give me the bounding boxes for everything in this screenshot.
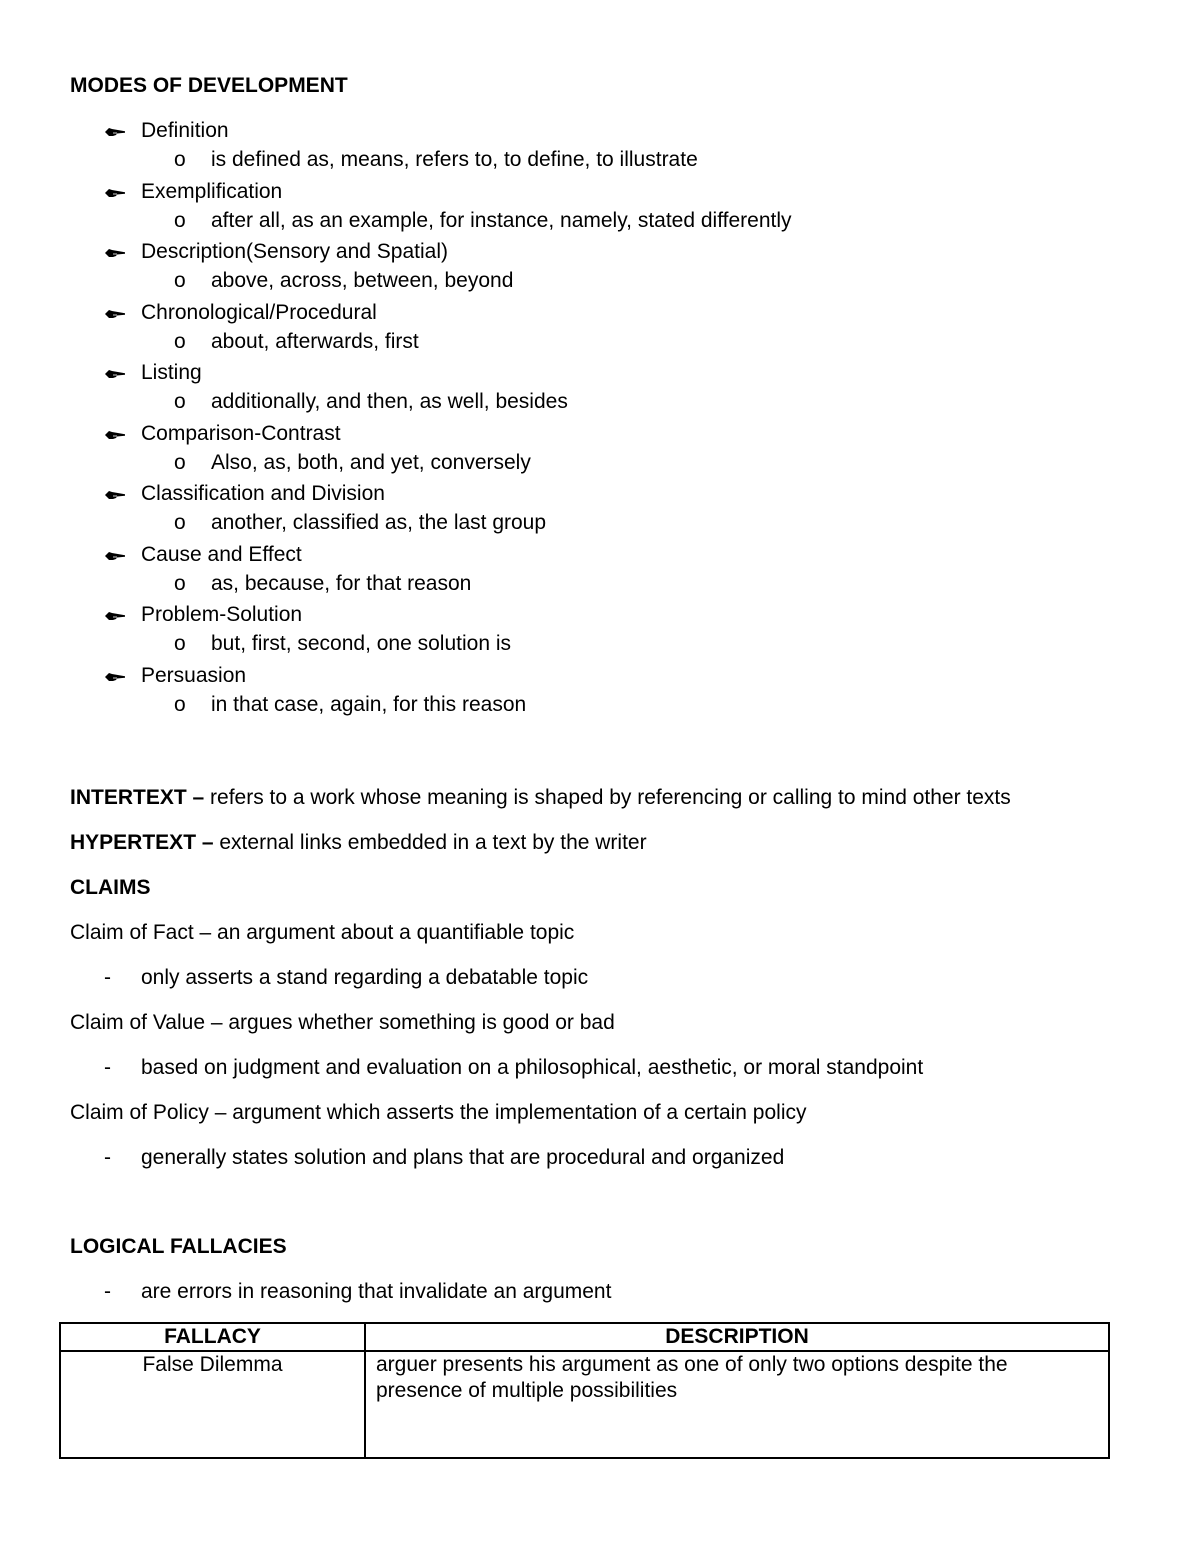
claim-fact-note-text: only asserts a stand regarding a debatable topic bbox=[141, 966, 589, 989]
sub-bullet-marker: o bbox=[174, 632, 186, 655]
mode-item-label: Cause and Effect bbox=[141, 543, 302, 566]
intertext-term: INTERTEXT – bbox=[70, 786, 205, 809]
mode-item-label: Description(Sensory and Spatial) bbox=[141, 240, 448, 263]
sub-bullet-marker: o bbox=[174, 269, 186, 292]
mode-item-label: Classification and Division bbox=[141, 482, 385, 505]
hypertext-definition bbox=[70, 830, 647, 855]
table-row bbox=[60, 1351, 1109, 1458]
mode-item-detail-text: about, afterwards, first bbox=[211, 330, 419, 353]
mode-item-label: Exemplification bbox=[141, 180, 283, 203]
fallacy-description-cell: arguer presents his argument as one of only two options despite the presence of multiple possibilities bbox=[365, 1351, 1109, 1458]
fallacy-table bbox=[59, 1322, 1110, 1459]
dash-marker: - bbox=[104, 966, 111, 989]
claim-policy-note-text: generally states solution and plans that are procedural and organized bbox=[141, 1146, 785, 1169]
fallacies-heading: LOGICAL FALLACIES bbox=[70, 1235, 287, 1258]
mode-item-detail-text: as, because, for that reason bbox=[211, 572, 472, 595]
pointing-hand-icon bbox=[104, 545, 126, 561]
dash-marker: - bbox=[104, 1146, 111, 1169]
sub-bullet-marker: o bbox=[174, 693, 186, 716]
sub-bullet-marker: o bbox=[174, 148, 186, 171]
mode-item-detail-text: is defined as, means, refers to, to define, to illustrate bbox=[211, 148, 698, 171]
mode-item-label: Problem-Solution bbox=[141, 603, 303, 626]
pointing-hand-icon bbox=[104, 363, 126, 379]
modes-heading: MODES OF DEVELOPMENT bbox=[70, 74, 348, 97]
fallacy-name-cell: False Dilemma bbox=[60, 1351, 365, 1458]
pointing-hand-icon bbox=[104, 605, 126, 621]
hypertext-text: external links embedded in a text by the writer bbox=[213, 831, 647, 854]
pointing-hand-icon bbox=[104, 424, 126, 440]
pointing-hand-icon bbox=[104, 182, 126, 198]
sub-bullet-marker: o bbox=[174, 572, 186, 595]
table-header-row bbox=[60, 1323, 1109, 1351]
mode-item-detail-text: after all, as an example, for instance, namely, stated differently bbox=[211, 209, 792, 232]
sub-bullet-marker: o bbox=[174, 451, 186, 474]
mode-item-detail-text: above, across, between, beyond bbox=[211, 269, 514, 292]
claim-policy-title: Claim of Policy – argument which asserts the implementation of a certain policy bbox=[70, 1101, 807, 1124]
intertext-text: refers to a work whose meaning is shaped by referencing or calling to mind other texts bbox=[204, 786, 1011, 809]
hypertext-term: HYPERTEXT – bbox=[70, 831, 214, 854]
sub-bullet-marker: o bbox=[174, 511, 186, 534]
mode-item-detail-text: another, classified as, the last group bbox=[211, 511, 547, 534]
pointing-hand-icon bbox=[104, 666, 126, 682]
header-fallacy: FALLACY bbox=[60, 1323, 365, 1351]
mode-item-detail-text: Also, as, both, and yet, conversely bbox=[211, 451, 531, 474]
sub-bullet-marker: o bbox=[174, 330, 186, 353]
claim-fact-title: Claim of Fact – an argument about a quantifiable topic bbox=[70, 921, 575, 944]
dash-marker: - bbox=[104, 1280, 111, 1303]
dash-marker: - bbox=[104, 1056, 111, 1079]
mode-item-label: Comparison-Contrast bbox=[141, 422, 341, 445]
mode-item-label: Persuasion bbox=[141, 664, 247, 687]
claim-value-note-text: based on judgment and evaluation on a philosophical, aesthetic, or moral standpoint bbox=[141, 1056, 924, 1079]
mode-item-detail-text: additionally, and then, as well, besides bbox=[211, 390, 568, 413]
mode-item-label: Definition bbox=[141, 119, 229, 142]
pointing-hand-icon bbox=[104, 303, 126, 319]
pointing-hand-icon bbox=[104, 242, 126, 258]
pointing-hand-icon bbox=[104, 121, 126, 137]
intertext-definition bbox=[70, 785, 1011, 810]
mode-item-detail-text: in that case, again, for this reason bbox=[211, 693, 527, 716]
sub-bullet-marker: o bbox=[174, 390, 186, 413]
mode-item-label: Listing bbox=[141, 361, 202, 384]
mode-item-label: Chronological/Procedural bbox=[141, 301, 377, 324]
claims-heading: CLAIMS bbox=[70, 876, 151, 899]
sub-bullet-marker: o bbox=[174, 209, 186, 232]
mode-item-detail-text: but, first, second, one solution is bbox=[211, 632, 511, 655]
claim-value-title: Claim of Value – argues whether something is good or bad bbox=[70, 1011, 615, 1034]
pointing-hand-icon bbox=[104, 484, 126, 500]
fallacies-note-text: are errors in reasoning that invalidate an argument bbox=[141, 1280, 612, 1303]
header-description: DESCRIPTION bbox=[365, 1323, 1109, 1351]
